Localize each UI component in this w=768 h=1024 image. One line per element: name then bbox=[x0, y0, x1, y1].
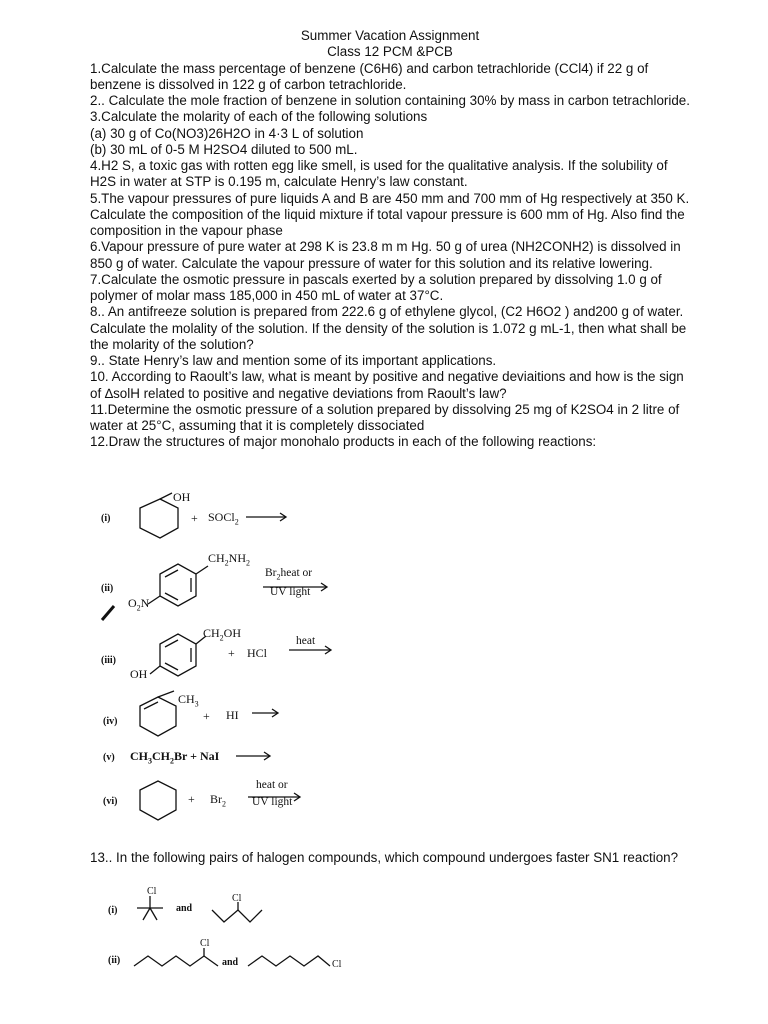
reaction-i-label: (i) bbox=[101, 513, 111, 524]
reaction-vi-reagent: $Br_2$ bbox=[210, 792, 226, 809]
pair-ii-cl-2: Cl bbox=[332, 959, 342, 970]
reaction-iii-top-group: $CH_2OH$ bbox=[203, 626, 242, 643]
reaction-ii-condition-top: $Br_2heat$ or bbox=[265, 567, 313, 582]
reaction-iv-arrow bbox=[252, 708, 282, 718]
assignment-text bbox=[90, 28, 690, 451]
reaction-vi-condition-bottom: UV light bbox=[252, 796, 293, 808]
document-title: Summer Vacation Assignment bbox=[300, 28, 480, 43]
reaction-iii-arrow bbox=[289, 645, 335, 655]
question-1: 1.Calculate the mass percentage of benzene (C6H6) and carbon tetrachloride (CCl4) if 22 g of benzene is dissolved in 122 g of carbon tetrachloride. bbox=[90, 60, 649, 92]
reaction-ii-bottom-group: $O_2N$ bbox=[128, 596, 150, 613]
reaction-v-label: (v) bbox=[103, 752, 115, 763]
chloroalkane-chain-structure bbox=[248, 952, 334, 972]
reaction-iii-condition: heat bbox=[296, 635, 316, 647]
question-11: 11.Determine the osmotic pressure of a solution prepared by dissolving 25 mg of K2SO4 in 2 litre of water at 25°C, assuming that it is completely dissociated bbox=[90, 401, 680, 433]
reaction-vi-label: (vi) bbox=[103, 796, 118, 807]
reaction-iv-reagent: HI bbox=[226, 708, 239, 722]
reaction-iv-plus: + bbox=[203, 709, 210, 723]
reaction-iii-reagent: HCl bbox=[247, 646, 268, 660]
sec-butyl-chloride-structure bbox=[210, 904, 270, 928]
reaction-i-oh: OH bbox=[173, 490, 191, 504]
question-4: 4.H2 S, a toxic gas with rotten egg like smell, is used for the qualitative analysis. If the solubility of H2S in water at STP is 0.195 m, calculate Henry’s law constant. bbox=[90, 158, 668, 190]
pair-i-cl-1: Cl bbox=[147, 886, 157, 897]
question-5: 5.The vapour pressures of pure liquids A and B are 450 mm and 700 mm of Hg respectively at 350 K. Calculate the composition of the liquid mixture if total vapour pressure is 600 mm of Hg. Also find the composition in the vapour phase bbox=[90, 190, 690, 238]
reaction-ii-condition-bottom: UV light bbox=[270, 586, 311, 598]
pen-mark bbox=[100, 600, 120, 622]
reaction-ii-top-group: $CH_2NH_2$ bbox=[208, 551, 251, 568]
question-10: 10. According to Raoult’s law, what is meant by positive and negative deviaitions and how is the sign of ∆solH related to positive and negative deviations from Raoult’s law? bbox=[90, 369, 684, 401]
reaction-v-reactants: $CH_3CH_2Br$ + NaI bbox=[130, 749, 220, 766]
reaction-iv-group: $CH_3$ bbox=[178, 692, 199, 709]
reaction-iii-plus: + bbox=[228, 646, 235, 660]
reaction-iii-label: (iii) bbox=[101, 655, 116, 666]
pair-i-label: (i) bbox=[108, 905, 118, 916]
reaction-iv-label: (iv) bbox=[103, 716, 118, 727]
pair-i-cl-2: Cl bbox=[232, 893, 242, 904]
reaction-i-plus: + bbox=[191, 511, 198, 525]
tert-butyl-chloride-structure bbox=[135, 896, 167, 926]
question-7: 7.Calculate the osmotic pressure in pascals exerted by a solution prepared by dissolving 1.0 g of polymer of molar mass 185,000 in 450 mL of water at 37°C. bbox=[90, 271, 662, 303]
question-3b: (b) 30 mL of 0-5 M H2SO4 diluted to 500 mL. bbox=[90, 141, 358, 157]
question-3a: (a) 30 g of Co(NO3)26H2O in 4·3 L of solution bbox=[90, 125, 364, 141]
pair-ii-label: (ii) bbox=[108, 955, 121, 966]
reaction-i-arrow bbox=[246, 512, 290, 522]
reaction-vi-plus: + bbox=[188, 792, 195, 806]
cyclohexane-structure bbox=[130, 778, 190, 828]
nitrobenzylamine-structure bbox=[146, 560, 216, 620]
reaction-ii-label: (ii) bbox=[101, 583, 114, 594]
question-13: 13.. In the following pairs of halogen compounds, which compound undergoes faster SN1 reaction? bbox=[90, 850, 679, 865]
reaction-i-reagent: SOCl$_2$ bbox=[208, 510, 239, 527]
pair-ii-and: and bbox=[222, 957, 239, 968]
reaction-iii-bottom-group: OH bbox=[130, 667, 148, 681]
pair-ii-cl-1: Cl bbox=[200, 938, 210, 949]
question-8: 8.. An antifreeze solution is prepared from 222.6 g of ethylene glycol, (C2 H6O2 ) and200 g of water. Calculate the molality of the solution. If the density of the solution is 1.072 g mL-1, then what shall be the molarity of the solution? bbox=[90, 304, 687, 352]
question-12: 12.Draw the structures of major monohalo products in each of the following reactions: bbox=[90, 434, 597, 450]
question-6: 6.Vapour pressure of pure water at 298 K is 23.8 m m Hg. 50 g of urea (NH2CONH2) is dissolved in 850 g of water. Calculate the vapour pressure of water for this solution and its relative lowering. bbox=[90, 239, 681, 271]
question-3: 3.Calculate the molarity of each of the following solutions bbox=[90, 109, 428, 125]
question-9: 9.. State Henry’s law and mention some of its important applications. bbox=[90, 353, 497, 368]
pair-i-and: and bbox=[176, 903, 193, 914]
reaction-vi-condition-top: heat or bbox=[256, 779, 288, 791]
branched-chloroalkane-structure bbox=[134, 950, 224, 972]
question-2: 2.. Calculate the mole fraction of benzene in solution containing 30% by mass in carbon tetrachloride. bbox=[90, 93, 690, 108]
reaction-v-arrow bbox=[236, 751, 274, 761]
document-subtitle: Class 12 PCM &PCB bbox=[327, 44, 453, 60]
